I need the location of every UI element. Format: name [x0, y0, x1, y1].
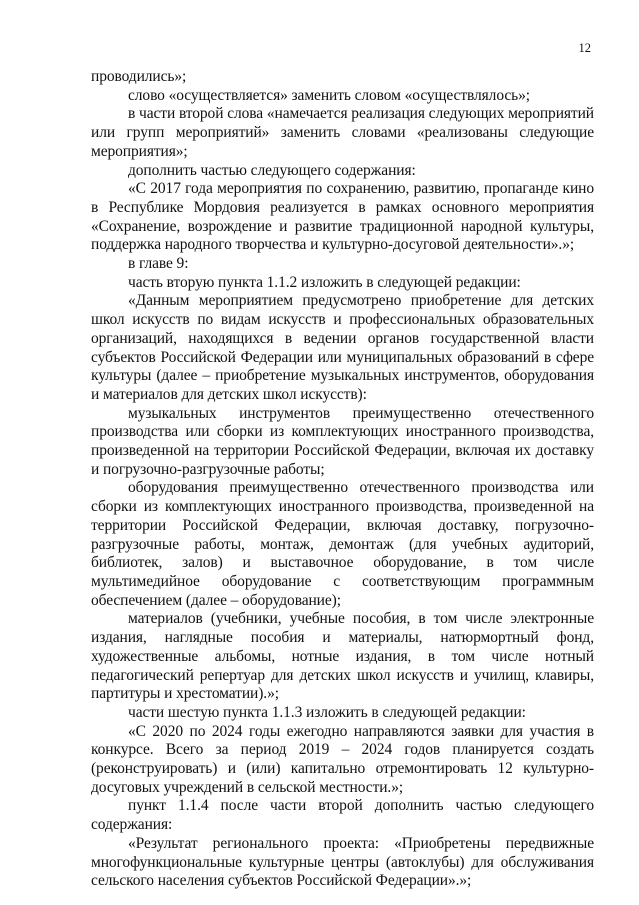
paragraph-replace-word: слово «осуществляется» заменить словом «осуществлялось»;: [128, 86, 530, 104]
paragraph-continuation: проводились»;: [91, 68, 187, 85]
page-number: 12: [578, 41, 591, 55]
paragraph-regional-project-result: «Результат регионального проекта: «Приобретены передвижные многофункциональные культурные центры (автоклубы) для обслуживания сельского населения субъектов Российской Федерации».»;: [91, 834, 594, 890]
paragraph-item-1-1-3: части шестую пункта 1.1.3 изложить в следующей редакции:: [128, 703, 526, 721]
paragraph-chapter-9: в главе 9:: [128, 255, 189, 273]
paragraph-musical-instruments: музыкальных инструментов преимущественно отечественного производства или сборки из комплектующих иностранного производства, произведенной на территории Российской Федерации, включая их доставку и погрузочно-разгрузочные работы;: [91, 404, 594, 478]
paragraph-applications-2020-2024: «С 2020 по 2024 годы ежегодно направляются заявки для участия в конкурсе. Всего за период 2019 – 2024 годов планируется создать (реконструировать) и (или) капитально отремонтировать 12 культурно-досуговых учреждений в сельской местности.»;: [91, 722, 594, 796]
paragraph-acquisition-measure: «Данным мероприятием предусмотрено приобретение для детских школ искусств по видам искусств и профессиональных образовательных организаций, находящихся в ведении органов государственной власти субъектов Российской Федерации или муниципальных образований в сфере культуры (далее – приобретение музыкальных инструментов, оборудования и материалов для детских школ искусств):: [91, 292, 594, 403]
paragraph-equipment: оборудования преимущественно отечественного производства или сборки из комплектующих иностранного производства, произведенной на территории Российской Федерации, включая доставку, погрузочно-разгрузочные работы, монтаж, демонтаж (для учебных аудиторий, библиотек, залов) и выставочное оборудование, в том числе мультимедийное оборудование с соответствующим программным обеспечением (далее – оборудование);: [91, 479, 594, 609]
paragraph-add-part: дополнить частью следующего содержания:: [128, 161, 416, 179]
paragraph-item-1-1-4: пункт 1.1.4 после части второй дополнить частью следующего содержания:: [91, 797, 594, 834]
paragraph-materials: материалов (учебники, учебные пособия, в том числе электронные издания, наглядные пособия и материалы, натюрмортный фонд, художественные альбомы, нотные издания, в том числе нотный педагогический репертуар для детских школ искусств и училищ, клавиры, партитуры и хрестоматии).»;: [91, 610, 594, 703]
document-body: [91, 68, 594, 891]
paragraph-cinema-measures: «С 2017 года мероприятия по сохранению, развитию, пропаганде кино в Республике Мордовия реализуется в рамках основного мероприятия «Сохранение, возрождение и развитие традиционной народной культуры, поддержка народного творчества и культурно-досуговой деятельности».»;: [91, 180, 594, 254]
paragraph-item-1-1-2: часть вторую пункта 1.1.2 изложить в следующей редакции:: [128, 273, 521, 291]
paragraph-replace-phrase: в части второй слова «намечается реализация следующих мероприятий или групп мероприятий» заменить словами «реализованы следующие мероприятия»;: [91, 105, 594, 160]
